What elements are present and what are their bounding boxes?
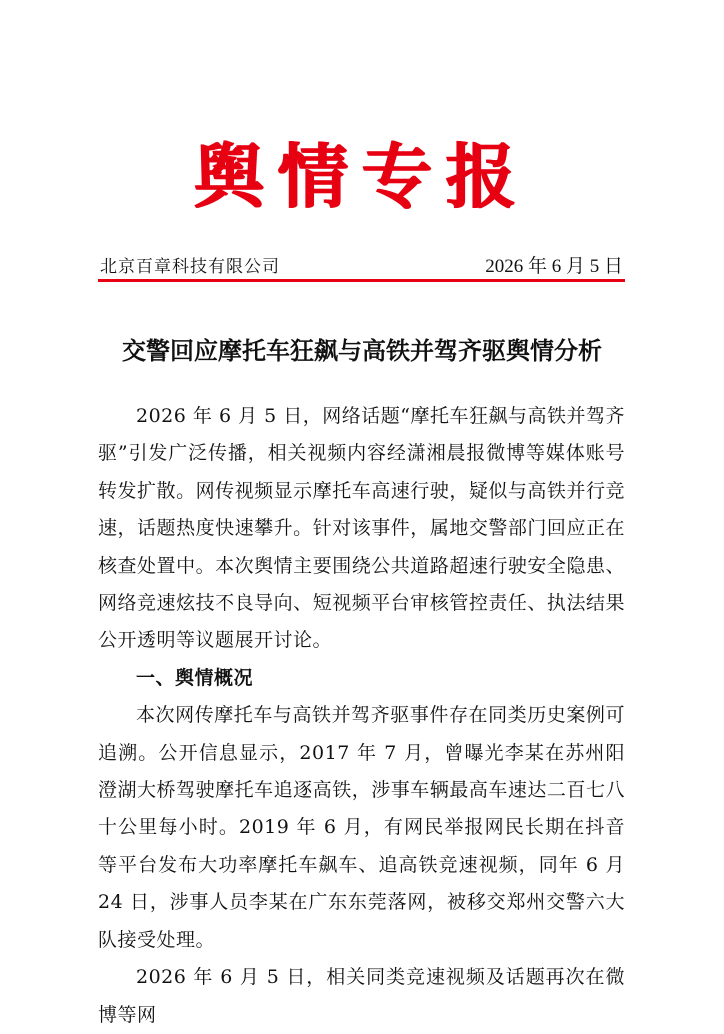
masthead-title: 舆情专报 [194, 135, 530, 218]
document-body [98, 398, 625, 1034]
red-divider-line [98, 279, 625, 282]
section-paragraph: 本次网传摩托车与高铁并驾齐驱事件存在同类历史案例可追溯。公开信息显示，2017 年 7 月，曾曝光李某在苏州阳澄湖大桥驾驶摩托车追逐高铁，涉事车辆最高车速达二百七八十公里每小时。2019 年 6 月，有网民举报网民长期在抖音等平台发布大功率摩托车飙车、追高铁竞速视频，同年 6 月 24 日，涉事人员李某在广东东莞落网，被移交郑州交警六大队接受处理。 [98, 704, 625, 951]
section-paragraph: 2026 年 6 月 5 日，相关同类竞速视频及话题再次在微博等网 [98, 966, 625, 1026]
document-title: 交警回应摩托车狂飙与高铁并驾齐驱舆情分析 [122, 336, 602, 365]
organization-name: 北京百章科技有限公司 [100, 257, 280, 277]
report-date: 2026 年 6 月 5 日 [485, 256, 623, 277]
section-heading: 一、舆情概况 [136, 666, 254, 689]
intro-paragraph: 2026 年 6 月 5 日，网络话题“摩托车狂飙与高铁并驾齐驱”引发广泛传播，相关视频内容经潇湘晨报微博等媒体账号转发扩散。网传视频显示摩托车高速行驶，疑似与高铁并行竞速，话题热度快速攀升。针对该事件，属地交警部门回应正在核查处置中。本次舆情主要围绕公共道路超速行驶安全隐患、网络竞速炫技不良导向、短视频平台审核管控责任、执法结果公开透明等议题展开讨论。 [98, 405, 625, 652]
